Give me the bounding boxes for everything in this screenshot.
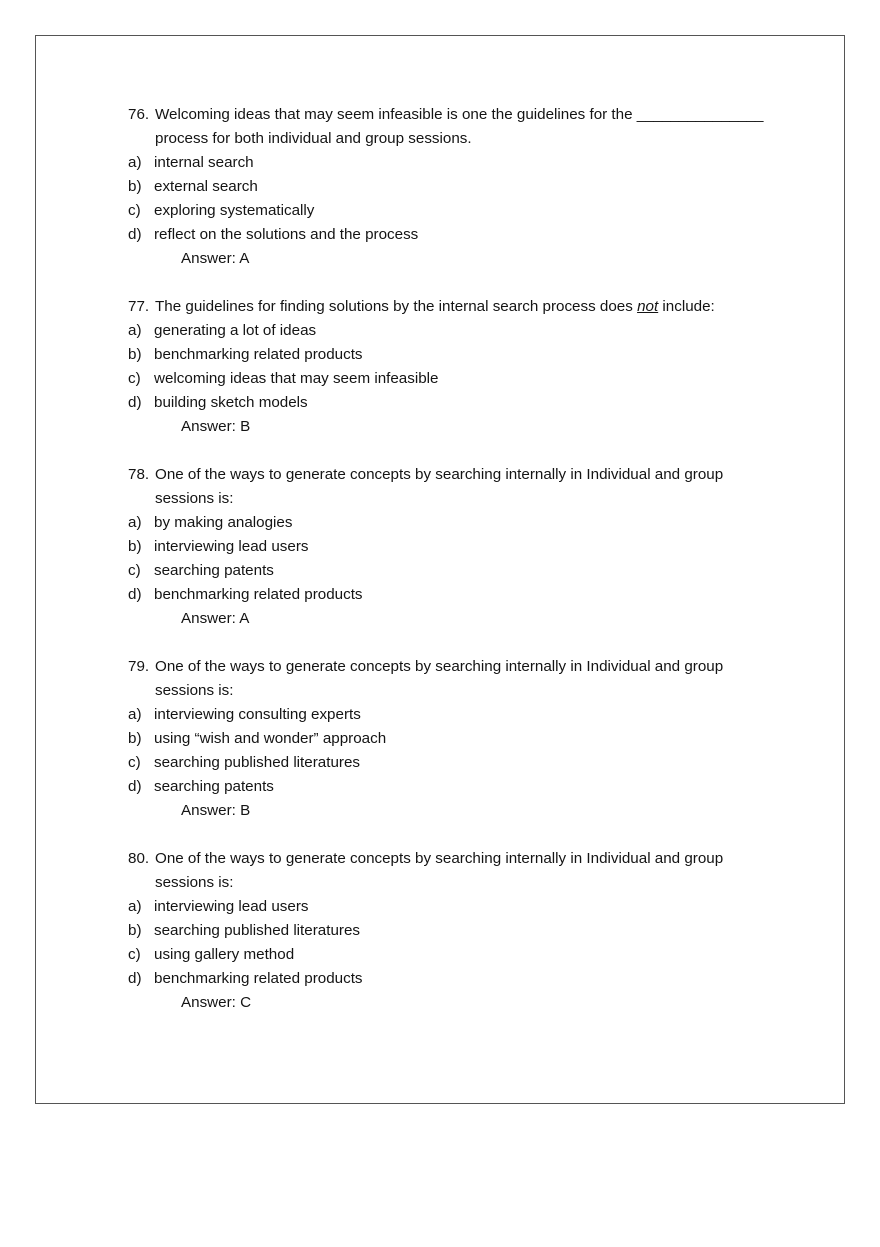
option-b: b) searching published literatures: [128, 919, 768, 943]
option-text: benchmarking related products: [154, 970, 363, 987]
option-a: a) internal search: [128, 151, 768, 175]
question-list: [128, 103, 768, 1039]
option-text: reflect on the solutions and the process: [154, 226, 419, 243]
question-77: [128, 295, 768, 439]
question-stem: [128, 463, 768, 511]
question-text: One of the ways to generate concepts by searching internally in Individual and group sessions is:: [155, 466, 724, 507]
option-b: b) benchmarking related products: [128, 343, 768, 367]
option-text: interviewing lead users: [154, 538, 309, 555]
question-79: [128, 655, 768, 823]
option-text: building sketch models: [154, 394, 308, 411]
option-text: interviewing consulting experts: [154, 706, 361, 723]
question-text: One of the ways to generate concepts by searching internally in Individual and group sessions is:: [155, 658, 724, 699]
option-c: c) welcoming ideas that may seem infeasible: [128, 367, 768, 391]
question-number: 80.: [128, 850, 150, 867]
option-a: a) generating a lot of ideas: [128, 319, 768, 343]
option-b: b) external search: [128, 175, 768, 199]
answer-key: Answer: A: [181, 250, 250, 267]
option-b: b) using “wish and wonder” approach: [128, 727, 768, 751]
question-stem: [128, 655, 768, 703]
option-d: d) reflect on the solutions and the process: [128, 223, 768, 247]
option-d: d) benchmarking related products: [128, 967, 768, 991]
option-text: interviewing lead users: [154, 898, 309, 915]
question-number: 79.: [128, 658, 150, 675]
option-text: by making analogies: [154, 514, 293, 531]
option-d: d) searching patents: [128, 775, 768, 799]
option-text: exploring systematically: [154, 202, 315, 219]
question-stem: [128, 103, 768, 151]
answer-key: Answer: B: [181, 418, 251, 435]
option-c: c) using gallery method: [128, 943, 768, 967]
option-a: a) interviewing consulting experts: [128, 703, 768, 727]
question-number: 76.: [128, 106, 150, 123]
option-text: searching published literatures: [154, 922, 360, 939]
option-text: using gallery method: [154, 946, 295, 963]
option-c: c) exploring systematically: [128, 199, 768, 223]
option-b: b) interviewing lead users: [128, 535, 768, 559]
option-text: searching published literatures: [154, 754, 360, 771]
answer-key: Answer: B: [181, 802, 251, 819]
option-text: welcoming ideas that may seem infeasible: [154, 370, 439, 387]
option-a: a) interviewing lead users: [128, 895, 768, 919]
question-stem: [128, 295, 768, 319]
option-text: external search: [154, 178, 258, 195]
question-stem: [128, 847, 768, 895]
option-c: c) searching patents: [128, 559, 768, 583]
answer-key: Answer: A: [181, 610, 250, 627]
option-text: benchmarking related products: [154, 586, 363, 603]
question-number: 77.: [128, 298, 150, 315]
question-text: One of the ways to generate concepts by searching internally in Individual and group sessions is:: [155, 850, 724, 891]
option-a: a) by making analogies: [128, 511, 768, 535]
option-text: using “wish and wonder” approach: [154, 730, 387, 747]
question-text: Welcoming ideas that may seem infeasible is one the guidelines for the _______________ process for both individual and group sessions.: [155, 106, 764, 147]
option-text: searching patents: [154, 778, 274, 795]
option-text: searching patents: [154, 562, 274, 579]
question-78: [128, 463, 768, 631]
question-number: 78.: [128, 466, 150, 483]
answer-key: Answer: C: [181, 994, 252, 1011]
option-text: internal search: [154, 154, 254, 171]
option-d: d) building sketch models: [128, 391, 768, 415]
question-text: The guidelines for finding solutions by the internal search process does not include:: [155, 298, 715, 315]
question-80: [128, 847, 768, 1015]
option-text: generating a lot of ideas: [154, 322, 317, 339]
option-c: c) searching published literatures: [128, 751, 768, 775]
question-76: [128, 103, 768, 271]
question-emphasis: not: [637, 298, 659, 315]
option-text: benchmarking related products: [154, 346, 363, 363]
option-d: d) benchmarking related products: [128, 583, 768, 607]
